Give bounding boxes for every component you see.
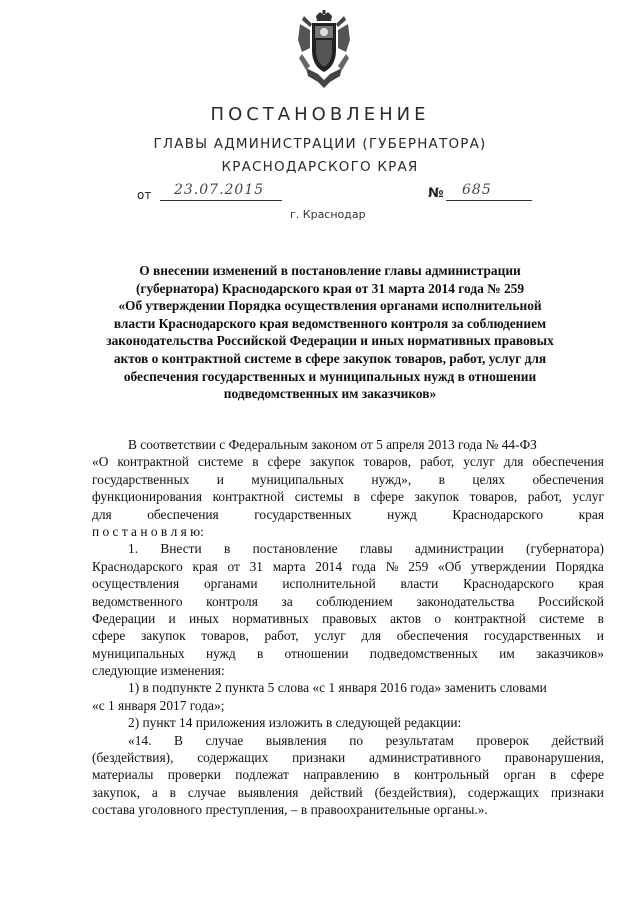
word: признаки (292, 750, 346, 766)
word: 31 (249, 558, 263, 574)
word: № (385, 558, 399, 574)
word: постановление (252, 541, 338, 557)
body-line (92, 488, 604, 505)
word: контрактной (454, 610, 526, 626)
word: системе (197, 454, 244, 470)
word: контрактной (117, 454, 189, 470)
word: и (216, 471, 224, 487)
word: «О (92, 454, 109, 470)
word: нужд (205, 645, 236, 661)
word: края (578, 576, 604, 592)
word: Краснодарского (463, 576, 554, 592)
word: 259 (408, 558, 429, 574)
word: в (353, 489, 360, 505)
word: государственных (92, 471, 190, 487)
word: выявления (237, 784, 299, 800)
word: 2014 (315, 558, 343, 574)
word: подведомственных (369, 645, 478, 661)
word: Краснодарского (92, 558, 183, 574)
word: главы (359, 541, 393, 557)
word: контроля (206, 593, 258, 609)
word: Федерации (92, 610, 156, 626)
word: административного (368, 750, 482, 766)
word: муниципальных (251, 471, 344, 487)
word: «14. (128, 732, 152, 748)
city-label: г. Краснодар (290, 208, 366, 221)
word: (бездействия), (92, 750, 174, 766)
word: правонарушения, (504, 750, 604, 766)
body-line (92, 766, 604, 783)
word: работ, (264, 628, 299, 644)
word: орган (503, 767, 536, 783)
word: марта (272, 558, 306, 574)
word: в (393, 767, 400, 783)
word: законодательства (416, 593, 515, 609)
word: края (578, 506, 604, 522)
body-line (92, 749, 604, 766)
word: контрактной (212, 489, 285, 505)
body-line (92, 732, 604, 749)
word: от (227, 558, 240, 574)
authority-line: ГЛАВЫ АДМИНИСТРАЦИИ (ГУБЕРНАТОРА) (153, 136, 487, 152)
body-line (92, 662, 604, 679)
date-number-line (0, 180, 640, 206)
word: случае (187, 784, 226, 800)
word: ведомственного (92, 593, 183, 609)
word: проверок (476, 732, 530, 748)
word: функционирования (92, 489, 203, 505)
word: содержащих (467, 784, 539, 800)
line-text: В соответствии с Федеральным законом от 5 апреля 2013 года № 44-ФЗ (128, 437, 537, 452)
word: им (499, 645, 515, 661)
word: о (434, 610, 442, 626)
coat-of-arms-emblem (296, 10, 352, 90)
word: контрольный (414, 767, 490, 783)
body-line (92, 801, 604, 818)
word: государственных (483, 628, 582, 644)
word: обеспечения (532, 454, 604, 470)
word: в (597, 610, 604, 626)
word: услуг (572, 489, 604, 505)
body-line (92, 453, 604, 470)
word: соблюдением (316, 593, 393, 609)
word: иных (188, 610, 219, 626)
body-line (92, 506, 604, 523)
word: Российской (537, 593, 604, 609)
word: проверки (167, 767, 221, 783)
subject-line: «Об утверждении Порядка осуществления органами исполнительной (118, 298, 542, 314)
body-line (92, 645, 604, 662)
word: в (169, 784, 176, 800)
word: администрации (414, 541, 504, 557)
body-line (92, 593, 604, 610)
body-line (92, 627, 604, 644)
word: целях (472, 471, 506, 487)
word: утверждении (470, 558, 546, 574)
word: сфере (92, 628, 126, 644)
subject-line: подведомственных им заказчиков» (223, 386, 437, 402)
handwritten-date: 23.07.2015 (174, 182, 265, 198)
word: материалы (92, 767, 154, 783)
word: работ, (420, 454, 455, 470)
body-line (92, 540, 604, 557)
body-line (92, 714, 604, 731)
word: в (256, 645, 264, 661)
word: для (92, 506, 112, 522)
word: для (361, 628, 382, 644)
word: сфере (570, 767, 604, 783)
word: 1. (128, 541, 139, 557)
word: системе (539, 610, 585, 626)
line-text: «с 1 января 2017 года»; (92, 697, 225, 713)
word: закупок, (92, 784, 140, 800)
document-body (92, 436, 604, 819)
handwritten-number: 685 (462, 182, 492, 198)
body-line (92, 436, 604, 453)
word: обеспечения (396, 628, 469, 644)
body-line (92, 697, 604, 714)
word: системы (294, 489, 344, 505)
date-prefix: от (137, 188, 152, 202)
subject-line: О внесении изменений в постановление главы администрации (139, 263, 521, 278)
word: (бездействия), (374, 784, 457, 800)
body-line (92, 558, 604, 575)
word: обеспечения (532, 471, 604, 487)
line-text: 2) пункт 14 приложения изложить в следующей редакции: (128, 715, 462, 731)
word: выявления (265, 732, 327, 748)
word: обеспечения (147, 506, 219, 522)
word: В (173, 732, 183, 748)
word: действий (310, 784, 363, 800)
word: в (549, 767, 557, 783)
line-text: п о с т а н о в л я ю: (92, 523, 204, 539)
subject-line: актов о контрактной системе в сфере закупок товаров, работ, услуг для (113, 350, 547, 366)
subject-line: власти Краснодарского края ведомственного контроля за соблюдением (113, 315, 547, 331)
word: и (168, 610, 176, 626)
word: товаров, (363, 454, 412, 470)
word: товаров, (201, 628, 249, 644)
word: по (349, 732, 364, 748)
word: закупок (141, 628, 186, 644)
body-line (92, 610, 604, 627)
word: и (596, 628, 604, 644)
word: исполнительной (282, 576, 376, 592)
body-line (92, 471, 604, 488)
word: сфере (267, 454, 301, 470)
number-prefix: № (428, 186, 444, 201)
word: отношении (284, 645, 349, 661)
word: Внести (160, 541, 202, 557)
line-text: следующие изменения: (92, 663, 225, 679)
body-line (92, 679, 604, 696)
word: результатам (385, 732, 454, 748)
word: услуг (314, 628, 346, 644)
word: Краснодарского (452, 506, 544, 522)
region-line: КРАСНОДАРСКОГО КРАЯ (221, 159, 419, 175)
word: в (438, 471, 445, 487)
word: признаки (550, 784, 604, 800)
word: в (252, 454, 259, 470)
word: органами (203, 576, 258, 592)
word: нормативных (232, 610, 309, 626)
word: нужд (387, 506, 417, 522)
line-text: 1) в подпункте 2 пункта 5 слова «с 1 января 2016 года» заменить словами (128, 680, 547, 696)
word: Порядка (555, 558, 604, 574)
word: заказчиков» (535, 645, 604, 661)
word: в (223, 541, 231, 557)
word: нужд», (371, 471, 412, 487)
word: года (351, 558, 376, 574)
word: закупок (309, 454, 355, 470)
word: осуществления (92, 576, 180, 592)
word: подлежат (235, 767, 289, 783)
word: государственных (254, 506, 352, 522)
body-line (92, 784, 604, 801)
word: сфере (370, 489, 404, 505)
word: а (151, 784, 158, 800)
word: закупок (414, 489, 460, 505)
subject-line: (губернатора) Краснодарского края от 31 марта 2014 года № 259 (135, 280, 525, 296)
word: содержащих (197, 750, 269, 766)
word: для (503, 454, 524, 470)
word: «Об (438, 558, 462, 574)
subject-line: законодательства Российской Федерации и иных нормативных правовых (106, 333, 554, 349)
line-text: состава уголовного преступления, – в правоохранительные органы.». (92, 802, 488, 818)
word: за (281, 593, 293, 609)
word: (губернатора) (526, 541, 604, 557)
word: случае (205, 732, 244, 748)
word: правовых (322, 610, 377, 626)
body-line (92, 523, 604, 540)
word: актов (390, 610, 422, 626)
body-line (92, 575, 604, 592)
word: муниципальных (92, 645, 185, 661)
document-subject (100, 262, 560, 403)
word: власти (400, 576, 439, 592)
document-title: ПОСТАНОВЛЕНИЕ (210, 104, 430, 125)
word: действий (551, 732, 604, 748)
word: услуг (463, 454, 495, 470)
word: края (192, 558, 218, 574)
word: направлению (303, 767, 380, 783)
word: товаров, (469, 489, 518, 505)
subject-line: обеспечения государственных и муниципальных нужд в отношении (123, 368, 537, 384)
word: работ, (527, 489, 562, 505)
